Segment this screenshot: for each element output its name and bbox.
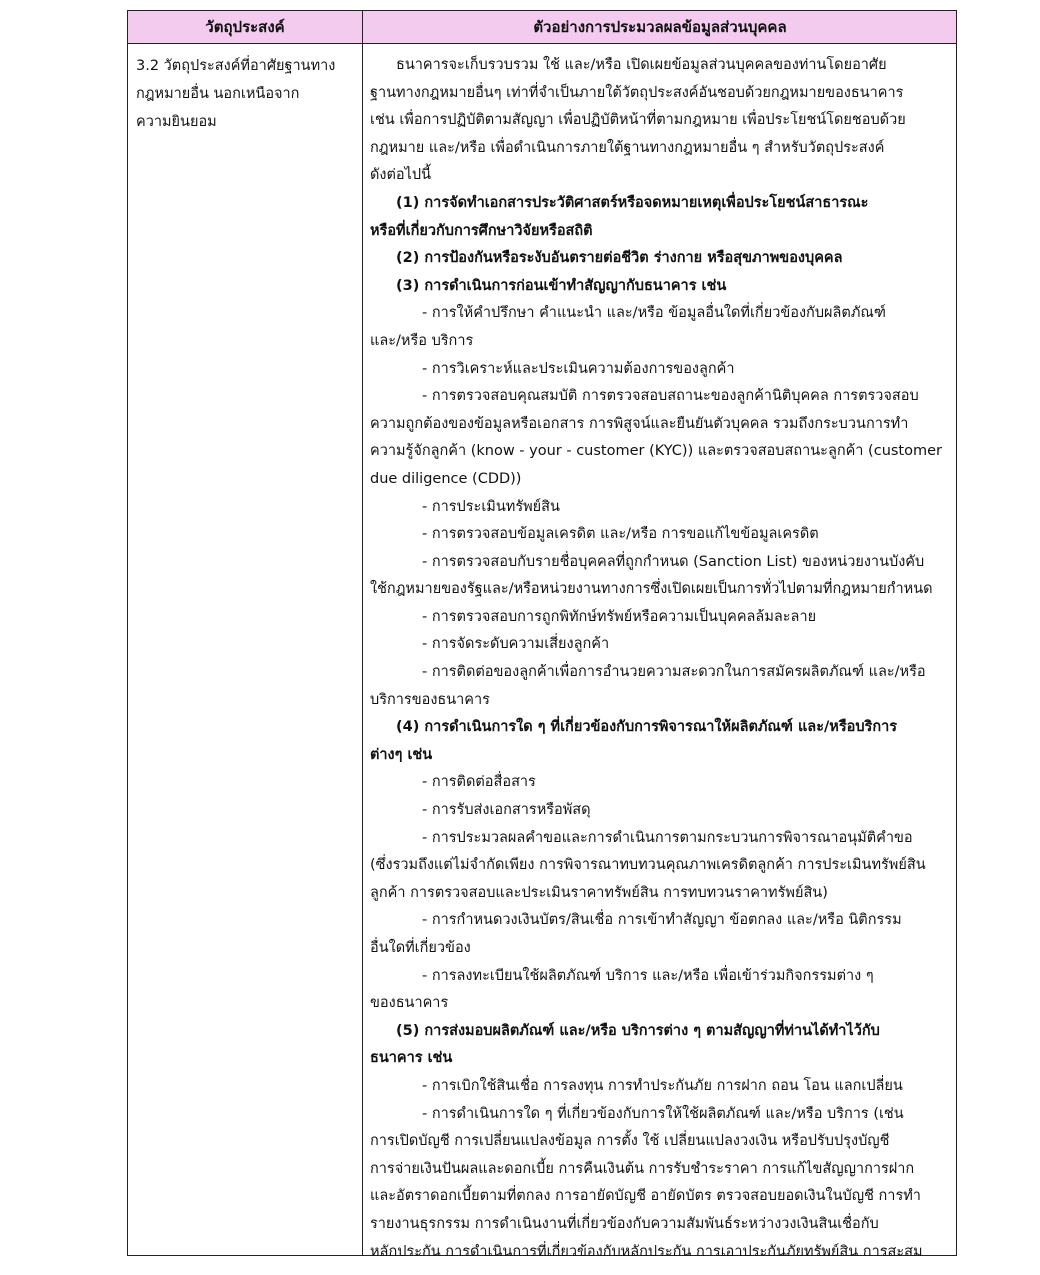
example-text-line: ต่างๆ เช่น — [370, 746, 433, 763]
example-text-line: (2) การป้องกันหรือระงับอันตรายต่อชีวิต ร่างกาย หรือสุขภาพของบุคคล — [396, 250, 843, 267]
example-text-line: - การติดต่อสื่อสาร — [422, 774, 536, 791]
example-text-line: เช่น เพื่อการปฏิบัติตามสัญญา เพื่อปฏิบัติหน้าที่ตามกฎหมาย เพื่อประโยชน์โดยชอบด้วย — [370, 112, 906, 129]
objective-text-line: กฎหมายอื่น นอกเหนือจาก — [136, 86, 300, 102]
example-text-line: (4) การดำเนินการใด ๆ ที่เกี่ยวข้องกับการพิจารณาให้ผลิตภัณฑ์ และ/หรือบริการ — [396, 719, 898, 736]
example-text-line: - การเบิกใช้สินเชื่อ การลงทุน การทำประกันภัย การฝาก ถอน โอน แลกเปลี่ยน — [422, 1077, 903, 1094]
example-text-line: - การตรวจสอบข้อมูลเครดิต และ/หรือ การขอแก้ไขข้อมูลเครดิต — [422, 526, 819, 543]
example-text-line: รายงานธุรกรรม การดำเนินงานที่เกี่ยวข้องกับความสัมพันธ์ระหว่างวงเงินสินเชื่อกับ — [370, 1215, 879, 1232]
example-text-line: บริการของธนาคาร — [370, 691, 490, 708]
example-text-line: - การรับส่งเอกสารหรือพัสดุ — [422, 802, 591, 819]
example-text-line: หรือที่เกี่ยวกับการศึกษาวิจัยหรือสถิติ — [370, 222, 593, 239]
example-text-line: - การตรวจสอบกับรายชื่อบุคคลที่ถูกกำหนด (Sanction List) ของหน่วยงานบังคับ — [422, 553, 925, 570]
example-text-line: (5) การส่งมอบผลิตภัณฑ์ และ/หรือ บริการต่าง ๆ ตามสัญญาที่ท่านได้ทำไว้กับ — [396, 1022, 880, 1039]
examples-cell — [370, 52, 952, 1266]
example-text-line: - การตรวจสอบคุณสมบัติ การตรวจสอบสถานะของลูกค้านิติบุคคล การตรวจสอบ — [422, 388, 919, 405]
example-text-line: - การให้คำปรึกษา คำแนะนำ และ/หรือ ข้อมูลอื่นใดที่เกี่ยวข้องกับผลิตภัณฑ์ — [422, 305, 886, 322]
example-text-line: ลูกค้า การตรวจสอบและประเมินราคาทรัพย์สิน การทบทวนราคาทรัพย์สิน) — [370, 884, 828, 901]
example-text-line: และอัตราดอกเบี้ยตามที่ตกลง การอายัดบัญชี อายัดบัตร ตรวจสอบยอดเงินในบัญชี การทำ — [370, 1188, 921, 1205]
objective-text-line: 3.2 วัตถุประสงค์ที่อาศัยฐานทาง — [136, 58, 336, 74]
example-text-line: อื่นใดที่เกี่ยวข้อง — [370, 940, 471, 956]
header-objective: วัตถุประสงค์ — [205, 18, 285, 36]
example-text-line: การจ่ายเงินปันผลและดอกเบี้ย การคืนเงินต้น การรับชำระราคา การแก้ไขสัญญาการฝาก — [370, 1160, 915, 1177]
table-header — [128, 11, 956, 44]
header-processing-examples: ตัวอย่างการประมวลผลข้อมูลส่วนบุคคล — [533, 18, 787, 36]
example-text-line: - การตรวจสอบการถูกพิทักษ์ทรัพย์หรือความเป็นบุคคลล้มละลาย — [422, 608, 817, 625]
example-text-line: ของธนาคาร — [370, 995, 449, 1012]
example-text-line: ธนาคาร เช่น — [370, 1050, 453, 1067]
column-divider — [362, 11, 363, 1255]
example-text-line: - การจัดระดับความเสี่ยงลูกค้า — [422, 636, 610, 653]
example-text-line: (3) การดำเนินการก่อนเข้าทำสัญญากับธนาคาร เช่น — [396, 277, 727, 294]
example-text-line: ความรู้จักลูกค้า (know - your - customer (KYC)) และตรวจสอบสถานะลูกค้า (customer — [370, 443, 942, 460]
example-text-line: และ/หรือ บริการ — [370, 332, 474, 349]
data-table — [127, 10, 957, 1260]
objective-cell — [136, 52, 358, 136]
example-text-line: ธนาคารจะเก็บรวบรวม ใช้ และ/หรือ เปิดเผยข้อมูลส่วนบุคคลของท่านโดยอาศัย — [396, 57, 887, 73]
example-text-line: ความถูกต้องของข้อมูลหรือเอกสาร การพิสูจน์และยืนยันตัวบุคคล รวมถึงกระบวนการทำ — [370, 415, 909, 432]
example-text-line: due diligence (CDD)) — [370, 470, 522, 487]
example-text-line: - การลงทะเบียนใช้ผลิตภัณฑ์ บริการ และ/หรือ เพื่อเข้าร่วมกิจกรรมต่าง ๆ — [422, 967, 874, 984]
example-text-line: - การกำหนดวงเงินบัตร/สินเชื่อ การเข้าทำสัญญา ข้อตกลง และ/หรือ นิติกรรม — [422, 912, 902, 929]
example-text-line: - การประเมินทรัพย์สิน — [422, 498, 560, 515]
example-text-line: กฎหมาย และ/หรือ เพื่อดำเนินการภายใต้ฐานทางกฎหมายอื่น ๆ สำหรับวัตถุประสงค์ — [370, 139, 885, 156]
example-text-line: - การติดต่อของลูกค้าเพื่อการอำนวยความสะดวกในการสมัครผลิตภัณฑ์ และ/หรือ — [422, 664, 926, 681]
example-text-line: (ซึ่งรวมถึงแต่ไม่จำกัดเพียง การพิจารณาทบทวนคุณภาพเครดิตลูกค้า การประเมินทรัพย์สิน — [370, 857, 926, 874]
example-text-line: ดังต่อไปนี้ — [370, 167, 432, 184]
example-text-line: - การดำเนินการใด ๆ ที่เกี่ยวข้องกับการให้ใช้ผลิตภัณฑ์ และ/หรือ บริการ (เช่น — [422, 1105, 904, 1122]
example-text-line: ฐานทางกฎหมายอื่นๆ เท่าที่จำเป็นภายใต้วัตถุประสงค์อันชอบด้วยกฎหมายของธนาคาร — [370, 84, 904, 101]
objective-text-line: ความยินยอม — [136, 114, 217, 130]
example-text-line: หลักประกัน การดำเนินการที่เกี่ยวข้องกับหลักประกัน การเอาประกันภัยทรัพย์สิน การสะสม — [370, 1243, 923, 1260]
example-text-line: - การวิเคราะห์และประเมินความต้องการของลูกค้า — [422, 360, 735, 377]
example-text-line: - การประมวลผลคำขอและการดำเนินการตามกระบวนการพิจารณาอนุมัติคำขอ — [422, 829, 913, 846]
example-text-line: ใช้กฎหมายของรัฐและ/หรือหน่วยงานทางการซึ่งเปิดเผยเป็นการทั่วไปตามที่กฎหมายกำหนด — [370, 581, 933, 598]
example-text-line: (1) การจัดทำเอกสารประวัติศาสตร์หรือจดหมายเหตุเพื่อประโยชน์สาธารณะ — [396, 194, 869, 211]
example-text-line: การเปิดบัญชี การเปลี่ยนแปลงข้อมูล การตั้ง ใช้ เปลี่ยนแปลงวงเงิน หรือปรับปรุงบัญชี — [370, 1133, 890, 1150]
